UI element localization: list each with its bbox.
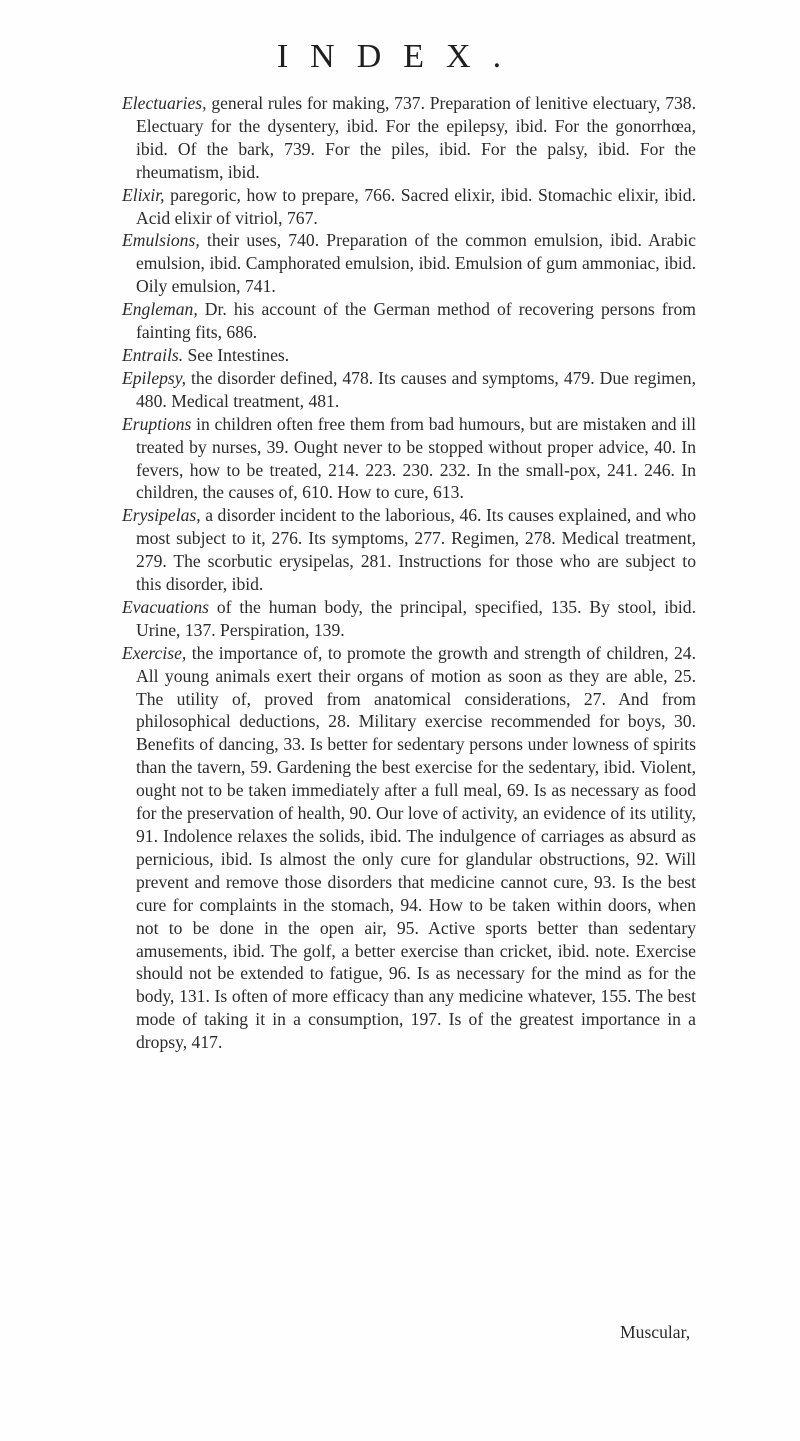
catchword: Muscular, xyxy=(620,1322,691,1342)
entry-text: a disorder incident to the laborious, 46. Its causes explained, and who most subject to it, 276. Its symptoms, 277. Regimen, 278. Medical treatment, 279. The scorbutic erysipelas, 281. Instructions for those who are subject to this disorder, ibid. xyxy=(136,505,696,595)
index-entries xyxy=(122,92,696,1054)
index-entry xyxy=(122,92,696,184)
entry-text: Dr. his account of the German method of recovering persons from fainting fits, 686. xyxy=(136,299,696,343)
entry-text: the disorder defined, 478. Its causes and symptoms, 479. Due regimen, 480. Medical treatment, 481. xyxy=(136,367,696,411)
index-entry xyxy=(122,184,696,230)
entry-heading: Erysipelas, xyxy=(122,505,201,526)
entry-text: their uses, 740. Preparation of the common emulsion, ibid. Arabic emulsion, ibid. Camphorated emulsion, ibid. Emulsion of gum ammoniac, ibid. Oily emulsion, 741. xyxy=(136,230,696,297)
index-entry xyxy=(122,413,696,505)
index-entry xyxy=(122,229,696,298)
entry-text: paregoric, how to prepare, 766. Sacred elixir, ibid. Stomachic elixir, ibid. Acid elixir of vitriol, 767. xyxy=(136,184,696,228)
entry-text: in children often free them from bad humours, but are mistaken and ill treated by nurses, 39. Ought never to be stopped without proper advice, 40. In fevers, how to be treated, 214. 223. 230. 232. In the small-pox, 241. 246. In children, the causes of, 610. How to cure, 613. xyxy=(136,413,696,503)
index-entry xyxy=(122,344,696,367)
entry-heading: Epilepsy, xyxy=(122,367,187,388)
index-entry xyxy=(122,504,696,596)
index-entry xyxy=(122,596,696,642)
entry-heading: Entrails. xyxy=(122,344,184,365)
index-entry xyxy=(122,367,696,413)
index-entry xyxy=(122,642,696,1054)
entry-heading: Eruptions xyxy=(122,413,192,434)
index-entry xyxy=(122,298,696,344)
entry-heading: Exercise, xyxy=(122,642,187,663)
running-head: INDEX. xyxy=(276,38,524,75)
entry-heading: Electuaries, xyxy=(122,93,207,113)
entry-text: the importance of, to promote the growth and strength of children, 24. All young animals exert their organs of motion as soon as they are able, 25. The utility of, proved from anatomical considerations, 27. And from philosophical deductions, 28. Military exercise recommended for boys, 30. Benefits of dancing, 33. Is better for sedentary persons under lowness of spirits than the tavern, 59. Gardening the best exercise for the sedentary, ibid. Violent, ought not to be taken immediately after a full meal, 69. Is as necessary as food for the preservation of health, 90. Our love of activity, an evidence of its utility, 91. Indolence relaxes the solids, ibid. The indulgence of carriages as absurd as pernicious, ibid. Is almost the only cure for glandular obstructions, 92. Will prevent and remove those disorders that medicine cannot cure, 93. Is the best cure for complaints in the stomach, 94. How to be taken within doors, when not to be done in the open air, 95. Active sports better than sedentary amusements, ibid. The golf, a better exercise than cricket, ibid. note. Exercise should not be extended to fatigue, 96. Is as necessary for the mind as for the body, 131. Is often of more efficacy than any medicine whatever, 155. The best mode of taking it in a consumption, 197. Is of the greatest importance in a dropsy, 417. xyxy=(136,642,696,1053)
entry-text: general rules for making, 737. Preparation of lenitive electuary, 738. Electuary for the dysentery, ibid. For the epilepsy, ibid. For the gonorrhœa, ibid. Of the bark, 739. For the piles, ibid. For the palsy, ibid. For the rheumatism, ibid. xyxy=(136,93,696,182)
entry-heading: Engleman, xyxy=(122,299,198,320)
entry-text: See Intestines. xyxy=(183,344,290,365)
entry-heading: Emulsions, xyxy=(122,230,200,251)
entry-heading: Evacuations xyxy=(122,596,209,617)
entry-heading: Elixir, xyxy=(122,184,165,205)
entry-text: of the human body, the principal, specified, 135. By stool, ibid. Urine, 137. Perspiration, 139. xyxy=(136,596,696,640)
